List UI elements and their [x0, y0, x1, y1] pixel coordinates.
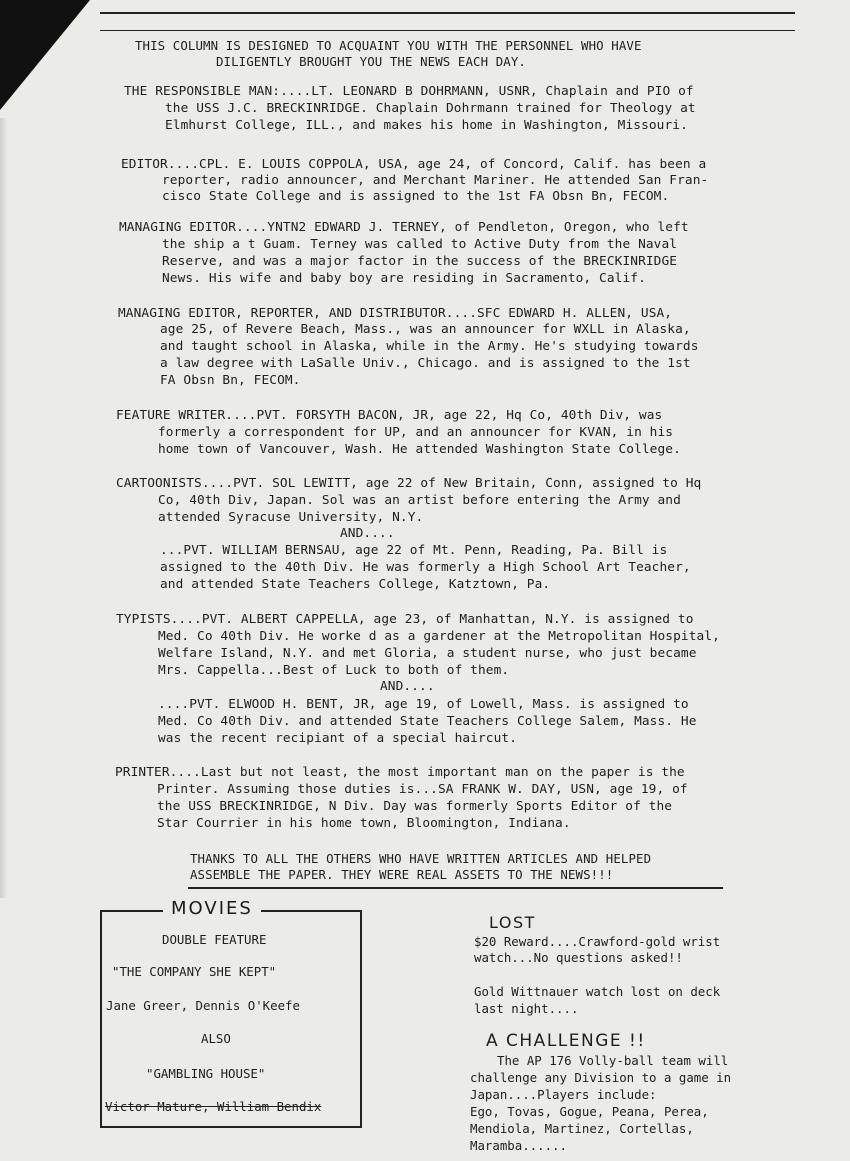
movies-line: Jane Greer, Dennis O'Keefe [106, 998, 300, 1013]
movies-line: DOUBLE FEATURE [162, 932, 267, 947]
top-rule-thin [100, 30, 795, 31]
paragraph-line: ...PVT. WILLIAM BERNSAU, age 22 of Mt. Penn, Reading, Pa. Bill is [160, 543, 668, 558]
thanks-line: THANKS TO ALL THE OTHERS WHO HAVE WRITTEN ARTICLES AND HELPED [190, 851, 652, 866]
paragraph-line: THE RESPONSIBLE MAN:....LT. LEONARD B DOHRMANN, USNR, Chaplain and PIO of [124, 84, 694, 99]
challenge-line: Maramba...... [470, 1138, 567, 1153]
lost-title: LOST [489, 913, 536, 932]
paragraph-line: Med. Co 40th Div. and attended State Teachers College Salem, Mass. He [158, 714, 697, 729]
paragraph-line: and taught school in Alaska, while in the Army. He's studying towards [160, 339, 699, 354]
paragraph-line: Reserve, and was a major factor in the success of the BRECKINRIDGE [162, 254, 678, 269]
paragraph-line: Mrs. Cappella...Best of Luck to both of them. [158, 663, 510, 678]
intro-line: DILIGENTLY BROUGHT YOU THE NEWS EACH DAY. [216, 54, 526, 69]
movies-title: MOVIES [163, 898, 261, 919]
intro-line: THIS COLUMN IS DESIGNED TO ACQUAINT YOU WITH THE PERSONNEL WHO HAVE [135, 38, 642, 53]
paragraph-line: EDITOR....CPL. E. LOUIS COPPOLA, USA, age 24, of Concord, Calif. has been a [121, 157, 707, 172]
movies-line: Victor Mature, William Bendix [105, 1099, 322, 1114]
bottom-rule [188, 887, 723, 889]
paragraph-line: PRINTER....Last but not least, the most important man on the paper is the [115, 765, 685, 780]
paragraph-line: ....PVT. ELWOOD H. BENT, JR, age 19, of Lowell, Mass. is assigned to [158, 697, 689, 712]
challenge-line: Japan....Players include: [470, 1087, 657, 1102]
challenge-line: The AP 176 Volly-ball team will [497, 1053, 729, 1068]
challenge-line: Ego, Tovas, Gogue, Peana, Perea, [470, 1104, 709, 1119]
dark-corner-shadow [0, 0, 90, 110]
movies-line: "GAMBLING HOUSE" [146, 1066, 266, 1081]
paragraph-line: the ship a t Guam. Terney was called to Active Duty from the Naval [162, 237, 678, 252]
paragraph-line: Elmhurst College, ILL., and makes his home in Washington, Missouri. [165, 118, 688, 133]
paragraph-line: Printer. Assuming those duties is...SA FRANK W. DAY, USN, age 19, of [157, 782, 688, 797]
paragraph-line: assigned to the 40th Div. He was formerly a High School Art Teacher, [160, 560, 691, 575]
paragraph-line: FA Obsn Bn, FECOM. [160, 373, 301, 388]
paragraph-line: Star Courrier in his home town, Bloomington, Indiana. [157, 816, 571, 831]
challenge-title: A CHALLENGE !! [486, 1031, 646, 1051]
thanks-line: ASSEMBLE THE PAPER. THEY WERE REAL ASSETS TO THE NEWS!!! [190, 867, 614, 882]
paragraph-line: MANAGING EDITOR, REPORTER, AND DISTRIBUTOR....SFC EDWARD H. ALLEN, USA, [118, 306, 673, 321]
lost-line: Gold Wittnauer watch lost on deck [474, 984, 721, 999]
lost-line: watch...No questions asked!! [474, 950, 683, 965]
paragraph-line: home town of Vancouver, Wash. He attended Washington State College. [158, 442, 681, 457]
paragraph-line: Co, 40th Div, Japan. Sol was an artist before entering the Army and [158, 493, 681, 508]
paragraph-line: age 25, of Revere Beach, Mass., was an announcer for WXLL in Alaska, [160, 322, 691, 337]
lost-line: last night.... [474, 1001, 579, 1016]
paragraph-line: Welfare Island, N.Y. and met Gloria, a student nurse, who just became [158, 646, 697, 661]
paragraph-line: was the recent recipiant of a special haircut. [158, 731, 518, 746]
paragraph-line: Med. Co 40th Div. He worke d as a gardener at the Metropolitan Hospital, [158, 629, 720, 644]
paragraph-line: reporter, radio announcer, and Merchant Mariner. He attended San Fran- [162, 173, 709, 188]
paragraph-line: News. His wife and baby boy are residing in Sacramento, Calif. [162, 271, 646, 286]
movies-line: ALSO [201, 1031, 231, 1046]
paragraph-line: cisco State College and is assigned to the 1st FA Obsn Bn, FECOM. [162, 189, 670, 204]
paragraph-line: a law degree with LaSalle Univ., Chicago. and is assigned to the 1st [160, 356, 691, 371]
paper-edge-shadow [0, 118, 8, 898]
paragraph-line: and attended State Teachers College, Katztown, Pa. [160, 577, 551, 592]
lost-line: $20 Reward....Crawford-gold wrist [474, 934, 721, 949]
paragraph-line: the USS BRECKINRIDGE, N Div. Day was formerly Sports Editor of the [157, 799, 673, 814]
challenge-line: challenge any Division to a game in [470, 1070, 732, 1085]
paragraph-line: the USS J.C. BRECKINRIDGE. Chaplain Dohrmann trained for Theology at [165, 101, 696, 116]
paragraph-line: CARTOONISTS....PVT. SOL LEWITT, age 22 of New Britain, Conn, assigned to Hq [116, 476, 702, 491]
movies-line: "THE COMPANY SHE KEPT" [112, 964, 277, 979]
paragraph-line: formerly a correspondent for UP, and an announcer for KVAN, in his [158, 425, 674, 440]
paragraph-line: TYPISTS....PVT. ALBERT CAPPELLA, age 23, of Manhattan, N.Y. is assigned to [116, 612, 694, 627]
paragraph-line: attended Syracuse University, N.Y. [158, 510, 424, 525]
paragraph-line: MANAGING EDITOR....YNTN2 EDWARD J. TERNEY, of Pendleton, Oregon, who left [119, 220, 689, 235]
and-separator: AND.... [340, 526, 395, 541]
paragraph-line: FEATURE WRITER....PVT. FORSYTH BACON, JR, age 22, Hq Co, 40th Div, was [116, 408, 663, 423]
challenge-line: Mendiola, Martinez, Cortellas, [470, 1121, 694, 1136]
and-separator: AND.... [380, 679, 435, 694]
top-rule [100, 12, 795, 14]
